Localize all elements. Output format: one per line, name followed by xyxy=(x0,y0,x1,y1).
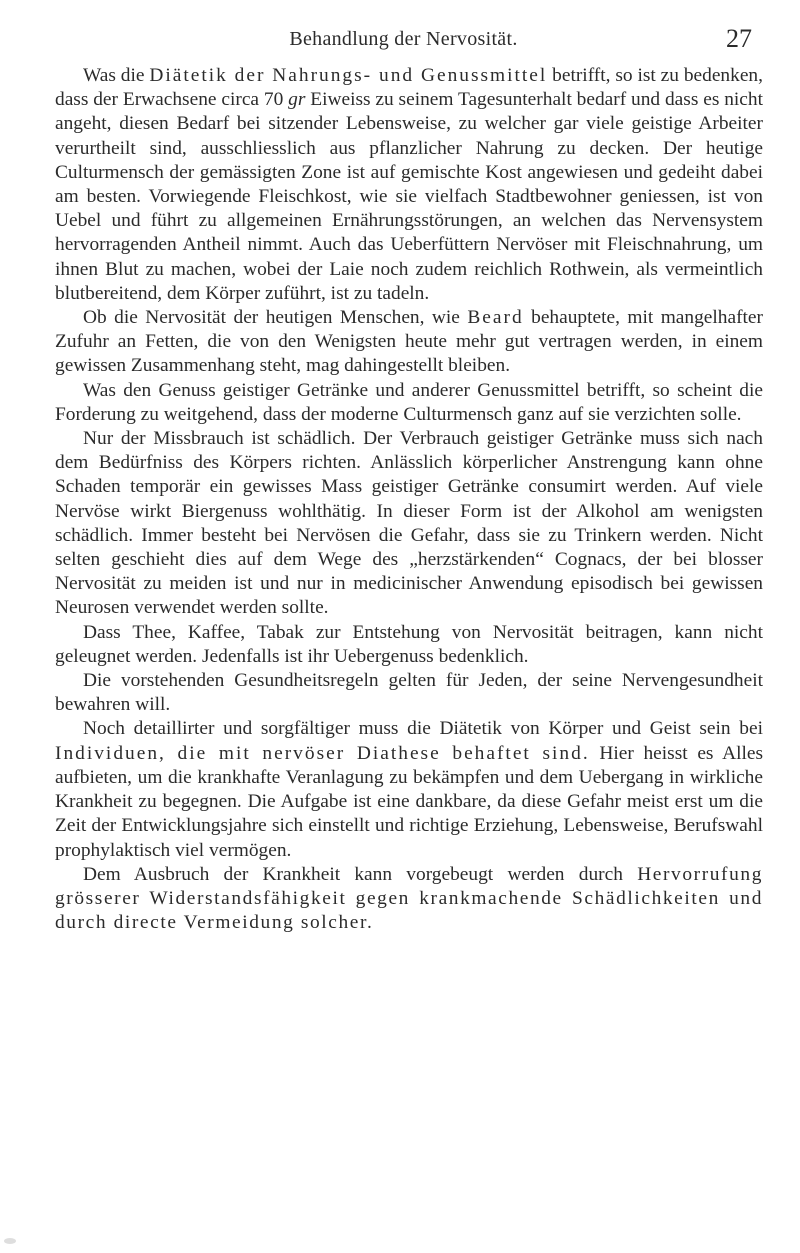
running-head xyxy=(55,22,752,52)
text-run: Dem Ausbruch der Krankheit kann vorgebeugt werden durch xyxy=(83,863,638,885)
unit-italic: gr xyxy=(288,89,306,111)
emphasized-phrase: Diätetik der Nahrungs- und Genussmittel xyxy=(149,65,548,86)
paragraph xyxy=(55,64,763,306)
paragraph xyxy=(55,717,763,862)
running-title: Behandlung der Nervosität. xyxy=(289,28,518,50)
paragraph: Die vorstehenden Gesundheitsregeln gelten für Jeden, der seine Nervengesundheit bewahren will. xyxy=(55,670,763,716)
paragraph: Was den Genuss geistiger Getränke und anderer Genussmittel betrifft, so scheint die Forderung zu weitgehend, dass der moderne Culturmensch ganz auf sie verzichten solle. xyxy=(55,379,763,425)
paper-smudge xyxy=(4,1238,16,1244)
paragraph: Nur der Missbrauch ist schädlich. Der Verbrauch geistiger Getränke muss sich nach dem Bedürfniss des Körpers richten. Anlässlich körperlicher Anstrengung kann ohne Schaden temporär ein gewisses Mass geistiger Getränke consumirt werden. Auf viele Nervöse wirkt Biergenuss wohlthätig. In dieser Form ist der Alkohol am wenigsten schädlich. Immer besteht bei Nervösen die Gefahr, dass sie zu Trinkern werden. Nicht selten geschieht dies auf dem Wege des „herzstärkenden“ Cognacs, der bei blosser Nervosität zu meiden ist und nur in medicinischer Anwendung episodisch bei gewissen Neurosen verwendet werden sollte. xyxy=(55,428,763,619)
page-number: 27 xyxy=(726,24,752,53)
text-run: Noch detaillirter und sorgfältiger muss die Diätetik von Körper und Geist sein bei xyxy=(83,718,763,740)
emphasized-name: Beard xyxy=(467,307,524,329)
emphasized-phrase: Hervorrufung grösserer Widerstandsfähigkeit gegen krankmachende Schädlichkeiten und durch directe Vermeidung solcher. xyxy=(55,863,763,934)
text-run: Ob die Nervosität der heutigen Menschen, wie xyxy=(83,307,468,329)
text-run: behauptete, mit mangelhafter Zufuhr an Fetten, die von den Wenigsten heute mehr gut vertragen werden, in einem gewissen Zusammenhang steht, mag dahingestellt bleiben. xyxy=(55,307,763,377)
paragraph xyxy=(55,863,763,936)
body-text xyxy=(55,64,763,935)
text-run: Eiweiss zu seinem Tagesunterhalt bedarf und dass es nicht angeht, diesen Bedarf bei sitzender Lebensweise, zu welcher gar viele geistige Arbeiter verurtheilt sind, ausschliesslich aus pflanzlicher Nahrung zu decken. Der heutige Culturmensch der gemässigten Zone ist auf gemischte Kost angewiesen und gedeiht dabei am besten. Vorwiegende Fleischkost, wie sie vielfach Stadtbewohner geniessen, ist von Uebel und führt zu allgemeinen Ernährungsstörungen, an welchen das Nervensystem hervorragenden Antheil nimmt. Auch das Ueberfüttern Nervöser mit Fleischnahrung, um ihnen Blut zu machen, wobei der Laie noch zudem reichlich Rothwein, als vermeintlich blutbereitend, dem Körper zuführt, ist zu tadeln. xyxy=(55,89,763,304)
text-run: betrifft, so ist zu bedenken, dass der Erwachsene circa 70 xyxy=(55,65,763,111)
text-run: Hier heisst es Alles aufbieten, um die krankhafte Veranlagung zu bekämpfen und dem Uebergang in wirkliche Krankheit zu begegnen. Die Aufgabe ist eine dankbare, da diese Gefahr meist erst um die Zeit der Entwicklungsjahre sich einstellt und richtige Erziehung, Lebensweise, Berufswahl prophylaktisch viel vermögen. xyxy=(55,742,764,861)
paragraph xyxy=(55,306,763,379)
text-run: Was die xyxy=(83,65,150,86)
emphasized-phrase: Individuen, die mit nervöser Diathese behaftet sind. xyxy=(55,742,590,764)
paragraph: Dass Thee, Kaffee, Tabak zur Entstehung von Nervosität beitragen, kann nicht geleugnet werden. Jedenfalls ist ihr Uebergenuss bedenklich. xyxy=(55,621,763,667)
